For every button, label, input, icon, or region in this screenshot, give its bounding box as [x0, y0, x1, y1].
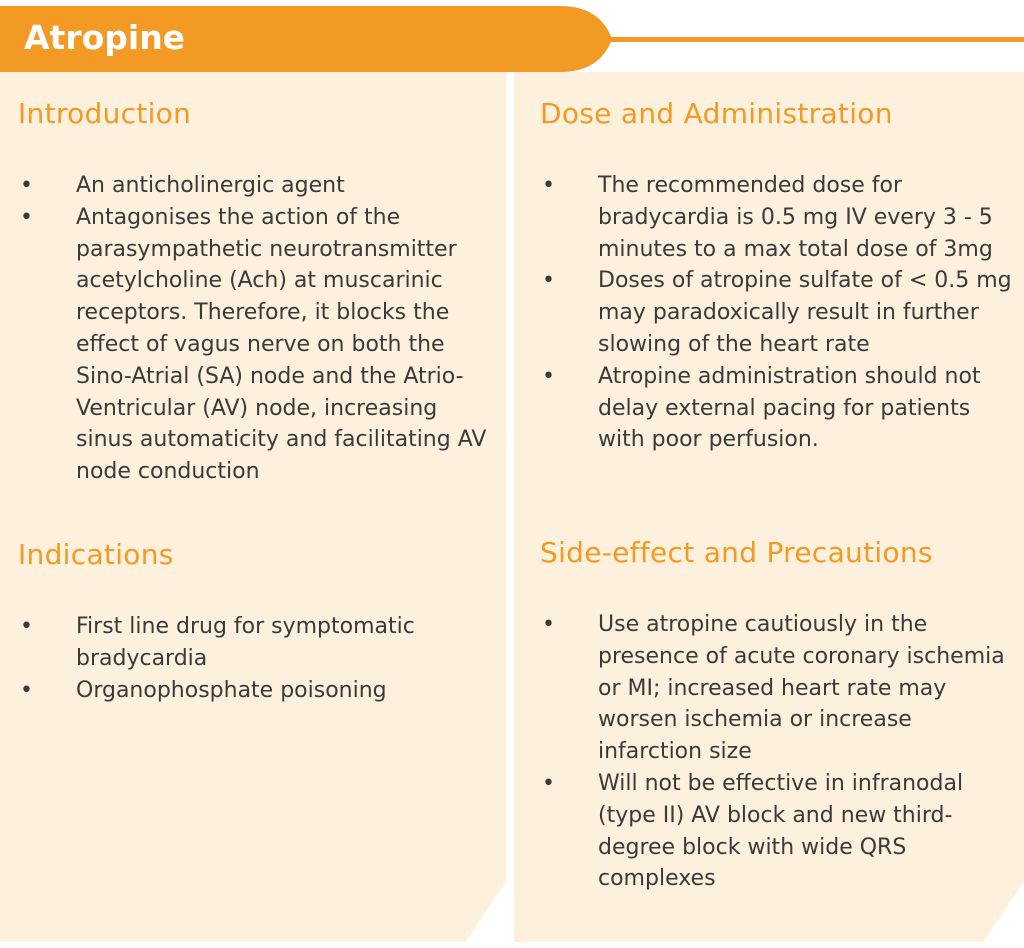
header-line	[606, 37, 1024, 42]
dose-list	[540, 170, 1020, 456]
list-item: • Doses of atropine sulfate of < 0.5 mg may paradoxically result in further slowing of the heart rate	[540, 265, 1020, 360]
list-item: • The recommended dose for bradycardia is 0.5 mg IV every 3 - 5 minutes to a max total dose of 3mg	[540, 170, 1020, 265]
introduction-heading: Introduction	[18, 97, 192, 130]
indications-heading: Indications	[18, 538, 174, 571]
list-item: • Antagonises the action of the parasympathetic neurotransmitter acetylcholine (Ach) at muscarinic receptors. Therefore, it blocks the effect of vagus nerve on both the Sino-Atrial (SA) node and the Atrio-Ventricular (AV) node, increasing sinus automaticity and facilitating AV node conduction	[18, 202, 488, 488]
introduction-section	[18, 94, 488, 488]
list-item: • Organophosphate poisoning	[18, 675, 488, 707]
indications-section	[18, 535, 488, 706]
side-effects-section	[540, 533, 1010, 895]
introduction-list	[18, 170, 488, 488]
list-item: • Atropine administration should not delay external pacing for patients with poor perfusion.	[540, 361, 1020, 456]
dose-heading: Dose and Administration	[540, 97, 893, 130]
indications-list	[18, 611, 488, 706]
list-item: • Use atropine cautiously in the presence of acute coronary ischemia or MI; increased heart rate may worsen ischemia or increase infarction size	[540, 609, 1010, 768]
side-effects-heading: Side-effect and Precautions	[540, 536, 933, 569]
page-title: Atropine	[24, 18, 186, 57]
list-item: • An anticholinergic agent	[18, 170, 488, 202]
dose-section	[540, 94, 1020, 456]
side-effects-list	[540, 609, 1010, 895]
list-item: • First line drug for symptomatic bradycardia	[18, 611, 488, 675]
list-item: • Will not be effective in infranodal (type II) AV block and new third-degree block with wide QRS complexes	[540, 768, 1010, 895]
